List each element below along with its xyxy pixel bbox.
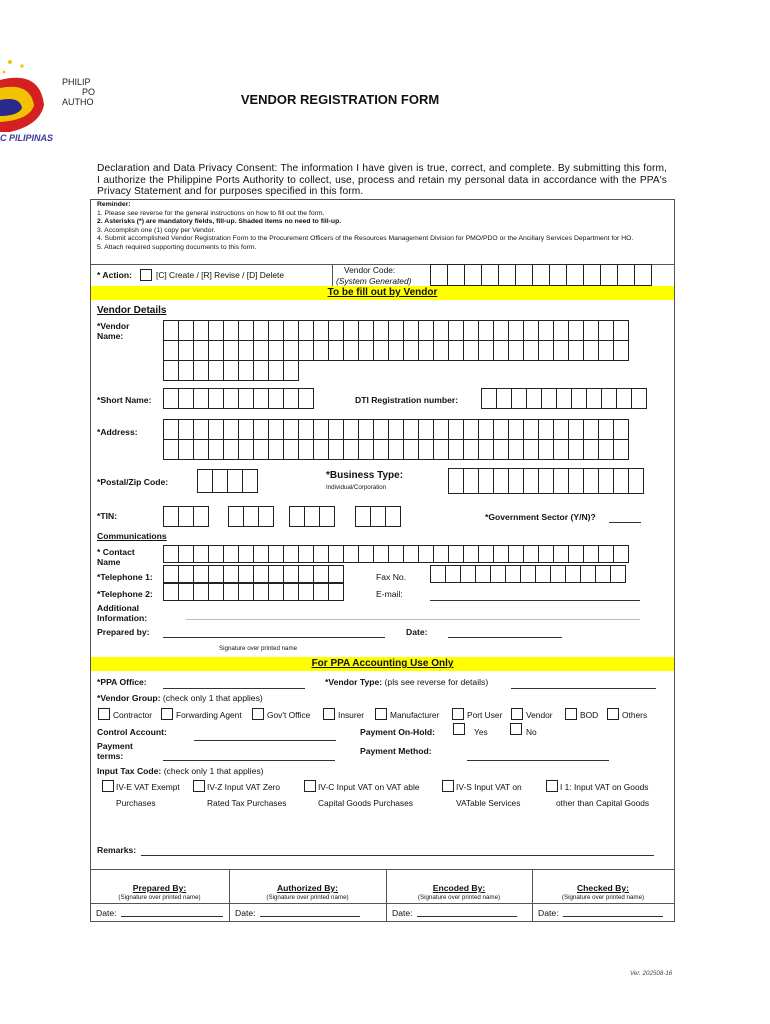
vendor-type-field[interactable] [511, 688, 656, 689]
tax-ive-line2: Purchases [116, 798, 156, 808]
postal-label: *Postal/Zip Code: [97, 477, 169, 487]
tax-ivz-checkbox[interactable] [193, 780, 205, 792]
vendor-details-heading: Vendor Details [97, 305, 167, 316]
prepared-date-label: Date: [406, 627, 428, 637]
telephone1-boxes[interactable] [163, 565, 344, 583]
vendor-name-row1[interactable] [163, 320, 629, 341]
group-contractor-checkbox[interactable] [98, 708, 110, 720]
group-portuser-label: Port User [467, 710, 503, 720]
tin-group3[interactable] [289, 506, 335, 527]
authorized-by-note: (Signature over printed name) [266, 894, 349, 901]
prepared-by-note: (Signature over printed name) [118, 894, 201, 901]
business-type-label: *Business Type: [326, 470, 404, 481]
signature-note: Signature over printed name [219, 645, 298, 652]
checked-by-title: Checked By: [576, 883, 630, 893]
form-title: VENDOR REGISTRATION FORM [240, 92, 440, 107]
vendor-banner: To be fill out by Vendor [91, 286, 674, 300]
prepared-by-title: Prepared By: [132, 883, 187, 893]
ppa-office-label: *PPA Office: [97, 677, 147, 687]
payment-hold-label: Payment On-Hold: [360, 727, 435, 737]
dti-label: DTI Registration number: [355, 395, 459, 405]
group-vendor-label: Vendor [526, 710, 553, 720]
fax-boxes[interactable] [430, 565, 626, 583]
encoded-by-title: Encoded By: [432, 883, 486, 893]
tax-ive-checkbox[interactable] [102, 780, 114, 792]
business-type-sub: Individual/Corporation [326, 484, 387, 491]
action-label: * Action: [97, 270, 133, 280]
group-vendor-checkbox[interactable] [511, 708, 523, 720]
tax-i1-checkbox[interactable] [546, 780, 558, 792]
logo-subtitle: C PILIPINAS [0, 133, 54, 143]
address-label: *Address: [97, 427, 138, 437]
additional-info-field[interactable] [186, 619, 640, 620]
group-forwarding-label: Forwarding Agent [176, 710, 242, 720]
authorized-by-date-field[interactable] [260, 916, 360, 917]
tin-group1[interactable] [163, 506, 209, 527]
contact-name-label: * Contact Name [97, 547, 135, 567]
prepared-by-field[interactable] [163, 637, 385, 638]
group-insurer-label: Insurer [338, 710, 365, 720]
fax-label: Fax No. [376, 572, 407, 582]
payment-hold-yes-label: Yes [474, 727, 488, 737]
vendor-type-label: *Vendor Type: (pls see reverse for details) [325, 677, 489, 687]
vendor-code-note: (System Generated) [336, 276, 412, 286]
group-forwarding-checkbox[interactable] [161, 708, 173, 720]
prepared-by-label: Prepared by: [97, 627, 150, 637]
vendor-name-label: *Vendor Name: [97, 321, 130, 341]
prepared-by-date-field[interactable] [121, 916, 223, 917]
logo-text: PHILIP PO AUTHO [62, 77, 96, 107]
contact-name-boxes[interactable] [163, 545, 629, 563]
email-label: E-mail: [376, 589, 403, 599]
control-account-field[interactable] [194, 740, 336, 741]
tax-ivc-line2: Capital Goods Purchases [318, 798, 413, 808]
telephone2-boxes[interactable] [163, 583, 344, 601]
encoded-by-note: (Signature over printed name) [417, 894, 501, 901]
encoded-by-date-label: Date: [392, 908, 413, 918]
postal-boxes[interactable] [197, 469, 258, 493]
payment-hold-yes-checkbox[interactable] [453, 723, 465, 735]
remarks-label: Remarks: [97, 845, 137, 855]
prepared-by-date-label: Date: [96, 908, 117, 918]
tax-ivs-checkbox[interactable] [442, 780, 454, 792]
payment-hold-no-checkbox[interactable] [510, 723, 522, 735]
group-portuser-checkbox[interactable] [452, 708, 464, 720]
ppa-banner: For PPA Accounting Use Only [91, 657, 674, 671]
action-checkbox[interactable] [140, 269, 152, 281]
group-bod-label: BOD [580, 710, 599, 720]
tax-ivz-line1: IV-Z Input VAT Zero [207, 782, 281, 792]
vendor-name-row2[interactable] [163, 340, 629, 361]
authorized-by-title: Authorized By: [276, 883, 339, 893]
group-others-label: Others [622, 710, 648, 720]
group-manufacturer-checkbox[interactable] [375, 708, 387, 720]
payment-method-label: Payment Method: [360, 746, 432, 756]
tax-ivc-line1: IV-C Input VAT on VAT able [318, 782, 420, 792]
communications-heading: Communications [97, 531, 167, 541]
payment-hold-no-label: No [526, 727, 537, 737]
remarks-field[interactable] [141, 855, 654, 856]
dti-boxes[interactable] [481, 388, 647, 409]
tin-group4[interactable] [355, 506, 401, 527]
telephone1-label: *Telephone 1: [97, 572, 153, 582]
tin-group2[interactable] [228, 506, 274, 527]
control-account-label: Control Account: [97, 727, 167, 737]
business-type-boxes[interactable] [448, 468, 644, 494]
checked-by-note: (Signature over printed name) [561, 894, 645, 901]
short-name-label: *Short Name: [97, 395, 152, 405]
tax-ivc-checkbox[interactable] [304, 780, 316, 792]
group-govt-checkbox[interactable] [252, 708, 264, 720]
payment-terms-field[interactable] [163, 760, 335, 761]
group-others-checkbox[interactable] [607, 708, 619, 720]
vendor-name-row3[interactable] [163, 360, 299, 381]
authorized-by-date-label: Date: [235, 908, 256, 918]
vendor-group-label: *Vendor Group: (check only 1 that applies) [97, 693, 263, 703]
reminder-box: Reminder: 1. Please see reverse for the general instructions on how to fill out the form. 2. Asterisks (*) are mandatory fields, fill-up. Shaded items no need to fill-up. 3. Accomplish one (1) copy per Vendor. 4. Submit accomplished Vendor Registration Form to the Procurement Officers of the Resources Management Division for PMO/PDO or the Ancillary Services Department for HO. 5. Attach required supporting documents to this form. [97, 201, 634, 251]
tax-ivs-line1: IV-S Input VAT on [456, 782, 522, 792]
telephone2-label: *Telephone 2: [97, 589, 153, 599]
checked-by-date-label: Date: [538, 908, 559, 918]
group-manufacturer-label: Manufacturer [390, 710, 440, 720]
action-options: [C] Create / [R] Revise / [D] Delete [156, 270, 284, 280]
additional-info-label: Additional Information: [97, 603, 148, 623]
vendor-code-boxes[interactable] [430, 264, 652, 286]
payment-terms-label: Payment terms: [97, 741, 133, 761]
payment-method-field[interactable] [467, 760, 609, 761]
tax-ivz-line2: Rated Tax Purchases [207, 798, 287, 808]
group-insurer-checkbox[interactable] [323, 708, 335, 720]
short-name-boxes[interactable] [163, 388, 314, 409]
email-field[interactable] [430, 600, 640, 601]
tax-ive-line1: IV-E VAT Exempt [116, 782, 180, 792]
tax-i1-line1: I 1: Input VAT on Goods [560, 782, 649, 792]
prepared-date-field[interactable] [448, 637, 562, 638]
encoded-by-date-field[interactable] [417, 916, 517, 917]
gov-sector-field[interactable] [609, 522, 641, 523]
group-bod-checkbox[interactable] [565, 708, 577, 720]
group-contractor-label: Contractor [113, 710, 153, 720]
vendor-code-label: Vendor Code: [344, 265, 396, 275]
version-label: Ver. 202508-16 [630, 970, 673, 977]
tax-i1-line2: other than Capital Goods [556, 798, 650, 808]
address-row2[interactable] [163, 439, 629, 460]
group-govt-label: Gov't Office [267, 710, 311, 720]
tax-ivs-line2: VATable Services [456, 798, 521, 808]
ppa-office-field[interactable] [163, 688, 305, 689]
input-tax-label: Input Tax Code: (check only 1 that applies) [97, 766, 264, 776]
gov-sector-label: *Government Sector (Y/N)? [485, 512, 596, 522]
data-privacy-consent: Declaration and Data Privacy Consent: The information I have given is true, correct, and complete. By submitting this form, I authorize the Philippine Ports Authority to collect, use, process and retain my personal data in accordance with the PPA's Privacy Statement and for purposes specified in this form. [97, 163, 667, 198]
checked-by-date-field[interactable] [563, 916, 663, 917]
address-row1[interactable] [163, 419, 629, 440]
tin-label: *TIN: [97, 511, 118, 521]
